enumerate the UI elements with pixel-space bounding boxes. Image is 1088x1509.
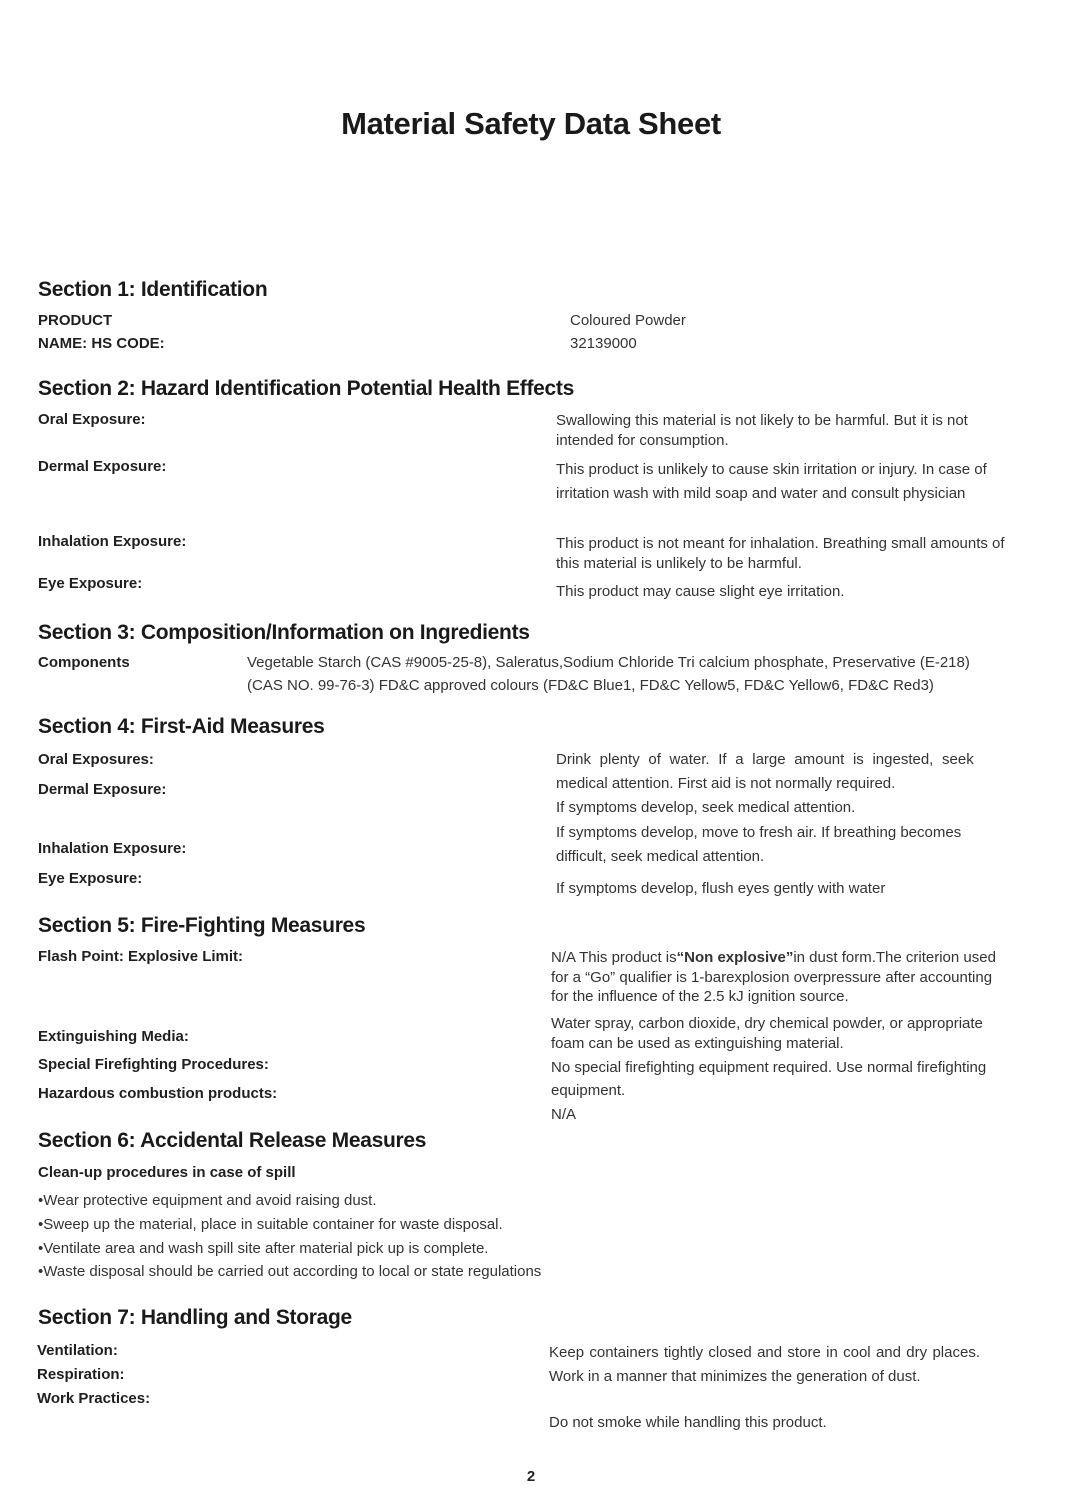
- extinguishing-media-label: Extinguishing Media:: [38, 1028, 189, 1045]
- s2-dermal-label: Dermal Exposure:: [38, 458, 167, 475]
- clean-up-subheading: Clean-up procedures in case of spill: [38, 1164, 296, 1181]
- components-label: Components: [38, 654, 130, 671]
- respiration-label: Respiration:: [37, 1366, 125, 1383]
- page-number: 2: [526, 1468, 536, 1485]
- hazardous-combustion-label: Hazardous combustion products:: [38, 1085, 278, 1102]
- s2-eye-label: Eye Exposure:: [38, 575, 143, 592]
- extinguishing-media-value-line-1: Water spray, carbon dioxide, dry chemical powder, or appropriate: [551, 1015, 983, 1032]
- components-line-2: (CAS NO. 99-76-3) FD&C approved colours (FD&C Blue1, FD&C Yellow5, FD&C Yellow6, FD&C Red3): [247, 677, 934, 694]
- product-name-value: Coloured Powder: [570, 312, 686, 329]
- s4-oral-label: Oral Exposures:: [38, 751, 154, 768]
- special-procedures-label: Special Firefighting Procedures:: [38, 1056, 269, 1073]
- s4-oral-value-line-1: Drink plenty of water. If a large amount is ingested, seek: [556, 751, 974, 768]
- s4-eye-value: If symptoms develop, flush eyes gently with water: [556, 880, 886, 897]
- s2-inhalation-value: This product is not meant for inhalation. Breathing small amounts of this material is unlikely to be harmful.: [556, 535, 1005, 572]
- clean-up-bullet: •Wear protective equipment and avoid raising dust.: [38, 1192, 377, 1209]
- section-7-heading: Section 7: Handling and Storage: [38, 1306, 352, 1329]
- s2-oral-value: Swallowing this material is not likely to be harmful. But it is not intended for consumption.: [556, 412, 968, 449]
- s4-inhalation-value-line-2: difficult, seek medical attention.: [556, 848, 765, 865]
- flash-point-prefix: N/A This product is: [551, 949, 677, 966]
- document-title: Material Safety Data Sheet: [341, 106, 721, 141]
- special-procedures-value-line-1: No special firefighting equipment required. Use normal firefighting: [551, 1059, 987, 1076]
- s4-dermal-value: If symptoms develop, seek medical attention.: [556, 799, 856, 816]
- s4-oral-value-line-2: medical attention. First aid is not normally required.: [556, 775, 896, 792]
- s2-oral-label: Oral Exposure:: [38, 411, 146, 428]
- extinguishing-media-value-line-2: foam can be used as extinguishing material.: [551, 1035, 844, 1052]
- flash-point-value-line-3: for the influence of the 2.5 kJ ignition source.: [551, 988, 849, 1005]
- name-hs-code-label: NAME: HS CODE:: [38, 335, 165, 352]
- product-label: PRODUCT: [38, 312, 113, 329]
- s2-eye-value: This product may cause slight eye irritation.: [556, 583, 845, 600]
- ventilation-label: Ventilation:: [37, 1342, 118, 1359]
- s4-dermal-label: Dermal Exposure:: [38, 781, 167, 798]
- section-2-heading: Section 2: Hazard Identification Potential Health Effects: [38, 377, 574, 400]
- s4-eye-label: Eye Exposure:: [38, 870, 143, 887]
- s4-inhalation-value-line-1: If symptoms develop, move to fresh air. If breathing becomes: [556, 824, 962, 841]
- components-line-1: Vegetable Starch (CAS #9005-25-8), Saleratus,Sodium Chloride Tri calcium phosphate, Preservative (E-218): [247, 654, 970, 671]
- flash-point-value-line-2: for a “Go” qualifier is 1-barexplosion overpressure after accounting: [551, 969, 993, 986]
- clean-up-bullet: •Ventilate area and wash spill site after material pick up is complete.: [38, 1240, 489, 1257]
- section-5-heading: Section 5: Fire-Fighting Measures: [38, 914, 366, 937]
- work-practices-label: Work Practices:: [37, 1390, 151, 1407]
- flash-point-value-line-1: [551, 948, 996, 968]
- clean-up-bullet: •Sweep up the material, place in suitable container for waste disposal.: [38, 1216, 503, 1233]
- hazardous-combustion-value: N/A: [551, 1106, 577, 1123]
- clean-up-bullet: •Waste disposal should be carried out according to local or state regulations: [38, 1263, 542, 1280]
- special-procedures-value-line-2: equipment.: [551, 1082, 626, 1099]
- handling-storage-text: Keep containers tightly closed and store in cool and dry places. Work in a manner that minimizes the generation of dust.: [549, 1344, 980, 1385]
- no-smoking-text: Do not smoke while handling this product.: [549, 1414, 827, 1431]
- section-1-heading: Section 1: Identification: [38, 278, 268, 301]
- s4-inhalation-label: Inhalation Exposure:: [38, 840, 187, 857]
- hs-code-value: 32139000: [570, 335, 637, 352]
- non-explosive-emphasis: “Non explosive”: [676, 949, 794, 966]
- flash-point-label: Flash Point: Explosive Limit:: [38, 948, 244, 965]
- s2-inhalation-label: Inhalation Exposure:: [38, 533, 187, 550]
- section-4-heading: Section 4: First-Aid Measures: [38, 715, 325, 738]
- section-3-heading: Section 3: Composition/Information on Ingredients: [38, 621, 530, 644]
- s2-dermal-value: This product is unlikely to cause skin irritation or injury. In case of irritation wash with mild soap and water and consult physician: [556, 461, 987, 502]
- section-6-heading: Section 6: Accidental Release Measures: [38, 1129, 427, 1152]
- flash-point-suffix: in dust form.The criterion used: [793, 949, 996, 966]
